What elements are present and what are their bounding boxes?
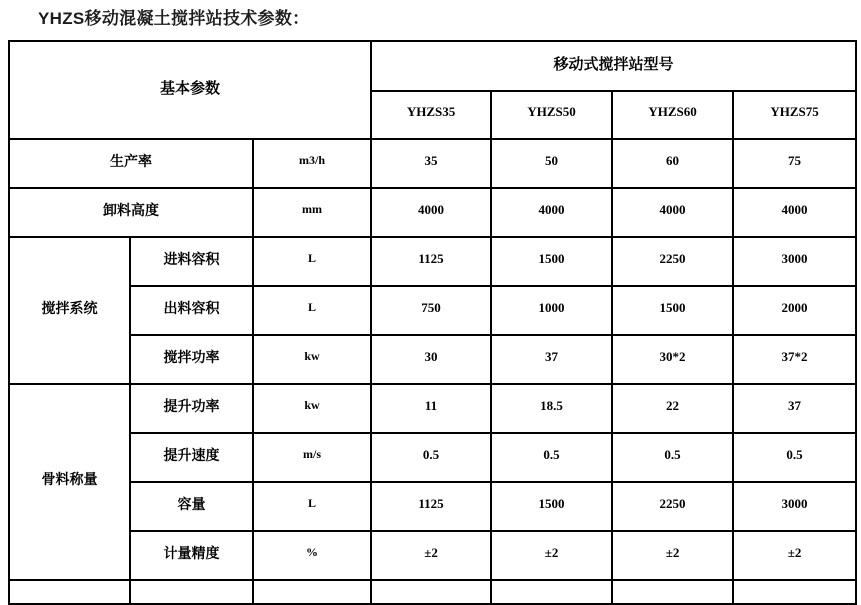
partial-cell bbox=[253, 580, 371, 604]
unit-cell: m3/h bbox=[253, 139, 371, 188]
unit-cell: m/s bbox=[253, 433, 371, 482]
partial-cell bbox=[491, 580, 612, 604]
partial-cell bbox=[371, 580, 491, 604]
unit-cell: L bbox=[253, 237, 371, 286]
param-label: 计量精度 bbox=[130, 531, 253, 580]
group-cell-aggregate-weighing: 骨料称量 bbox=[9, 384, 130, 580]
value-cell: 18.5 bbox=[491, 384, 612, 433]
value-cell: 11 bbox=[371, 384, 491, 433]
table-row-feed-volume bbox=[9, 237, 856, 286]
unit-cell: % bbox=[253, 531, 371, 580]
value-cell: 1500 bbox=[491, 237, 612, 286]
param-label: 生产率 bbox=[9, 139, 253, 188]
model-header-yhzs50: YHZS50 bbox=[491, 91, 612, 139]
value-cell: 2250 bbox=[612, 237, 733, 286]
model-header-yhzs60: YHZS60 bbox=[612, 91, 733, 139]
value-cell: 60 bbox=[612, 139, 733, 188]
value-cell: 37 bbox=[733, 384, 856, 433]
unit-cell: kw bbox=[253, 384, 371, 433]
param-label: 出料容积 bbox=[130, 286, 253, 335]
value-cell: ±2 bbox=[371, 531, 491, 580]
value-cell: 0.5 bbox=[371, 433, 491, 482]
value-cell: 75 bbox=[733, 139, 856, 188]
value-cell: 0.5 bbox=[612, 433, 733, 482]
value-cell: 1125 bbox=[371, 482, 491, 531]
param-label: 容量 bbox=[130, 482, 253, 531]
param-label: 提升功率 bbox=[130, 384, 253, 433]
value-cell: 37*2 bbox=[733, 335, 856, 384]
basic-params-header: 基本参数 bbox=[9, 41, 371, 139]
value-cell: 4000 bbox=[371, 188, 491, 237]
table-row-capacity bbox=[9, 482, 856, 531]
value-cell: 3000 bbox=[733, 237, 856, 286]
group-cell-mixing-system: 搅拌系统 bbox=[9, 237, 130, 384]
partial-cell bbox=[733, 580, 856, 604]
partial-cell bbox=[9, 580, 130, 604]
value-cell: 3000 bbox=[733, 482, 856, 531]
value-cell: 0.5 bbox=[733, 433, 856, 482]
value-cell: 30*2 bbox=[612, 335, 733, 384]
value-cell: 1500 bbox=[612, 286, 733, 335]
value-cell: ±2 bbox=[612, 531, 733, 580]
value-cell: 2000 bbox=[733, 286, 856, 335]
page-title: YHZS移动混凝土搅拌站技术参数： bbox=[38, 9, 310, 28]
value-cell: 1500 bbox=[491, 482, 612, 531]
param-label: 搅拌功率 bbox=[130, 335, 253, 384]
param-label: 提升速度 bbox=[130, 433, 253, 482]
table-row-lifting-speed bbox=[9, 433, 856, 482]
table-row-lifting-power bbox=[9, 384, 856, 433]
value-cell: 750 bbox=[371, 286, 491, 335]
spec-table bbox=[8, 40, 857, 605]
unit-cell: L bbox=[253, 482, 371, 531]
value-cell: 2250 bbox=[612, 482, 733, 531]
value-cell: 0.5 bbox=[491, 433, 612, 482]
param-label: 卸料高度 bbox=[9, 188, 253, 237]
unit-cell: kw bbox=[253, 335, 371, 384]
header-row-group bbox=[9, 41, 856, 91]
model-group-header: 移动式搅拌站型号 bbox=[371, 41, 856, 91]
value-cell: 30 bbox=[371, 335, 491, 384]
value-cell: 4000 bbox=[733, 188, 856, 237]
table-row-discharge-height bbox=[9, 188, 856, 237]
value-cell: ±2 bbox=[733, 531, 856, 580]
unit-cell: mm bbox=[253, 188, 371, 237]
value-cell: 1000 bbox=[491, 286, 612, 335]
value-cell: 50 bbox=[491, 139, 612, 188]
value-cell: 37 bbox=[491, 335, 612, 384]
table-row-discharge-volume bbox=[9, 286, 856, 335]
param-label: 进料容积 bbox=[130, 237, 253, 286]
table-row-mixing-power bbox=[9, 335, 856, 384]
value-cell: ±2 bbox=[491, 531, 612, 580]
value-cell: 35 bbox=[371, 139, 491, 188]
table-row-metering-accuracy bbox=[9, 531, 856, 580]
value-cell: 4000 bbox=[491, 188, 612, 237]
unit-cell: L bbox=[253, 286, 371, 335]
model-header-yhzs35: YHZS35 bbox=[371, 91, 491, 139]
table-row-productivity bbox=[9, 139, 856, 188]
value-cell: 1125 bbox=[371, 237, 491, 286]
model-header-yhzs75: YHZS75 bbox=[733, 91, 856, 139]
table-row-partial-cutoff bbox=[9, 580, 856, 604]
value-cell: 4000 bbox=[612, 188, 733, 237]
partial-cell bbox=[612, 580, 733, 604]
partial-cell bbox=[130, 580, 253, 604]
value-cell: 22 bbox=[612, 384, 733, 433]
